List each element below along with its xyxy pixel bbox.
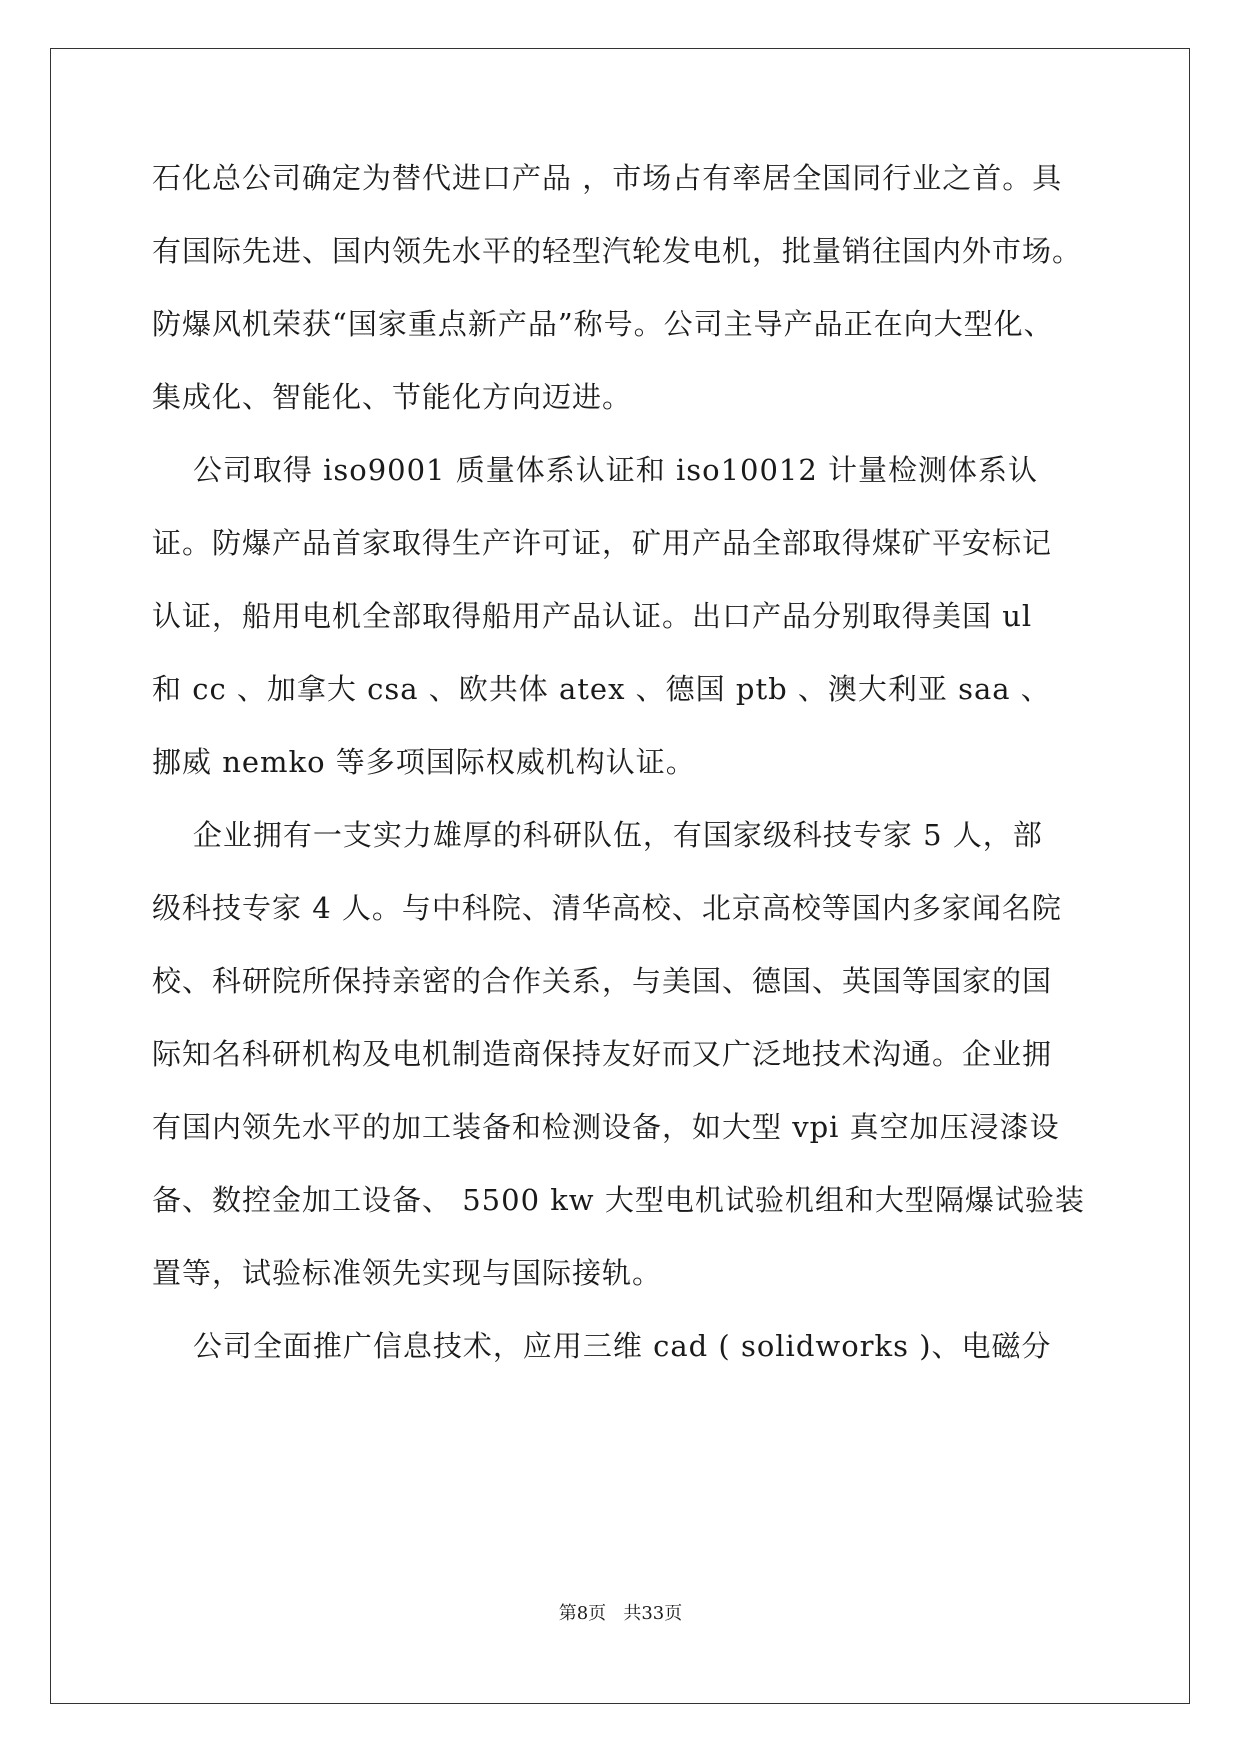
text-line: 企业拥有一支实力雄厚的科研队伍，有国家级科技专家 5 人，部	[152, 818, 1043, 852]
text-line: 石化总公司确定为替代进口产品 ，市场占有率居全国同行业之首。具	[152, 161, 1063, 195]
page-border	[50, 48, 1190, 1704]
text-line: 集成化、智能化、节能化方向迈进。	[152, 380, 633, 414]
text-line: 挪威 nemko 等多项国际权威机构认证。	[152, 745, 696, 779]
text-line: 公司全面推广信息技术，应用三维 cad ( solidworks )、电磁分	[152, 1329, 1052, 1363]
text-line: 认证，船用电机全部取得船用产品认证。出口产品分别取得美国 ul	[152, 599, 1033, 633]
text-line: 有国内领先水平的加工装备和检测设备，如大型 vpi 真空加压浸漆设	[152, 1110, 1060, 1144]
text-line: 校、科研院所保持亲密的合作关系，与美国、德国、英国等国家的国	[152, 964, 1053, 998]
text-line: 和 cc 、加拿大 csa 、欧共体 atex 、德国 ptb 、澳大利亚 saa 、	[152, 672, 1051, 706]
text-line: 级科技专家 4 人。与中科院、清华高校、北京高校等国内多家闻名院	[152, 891, 1062, 925]
text-line: 有国际先进、国内领先水平的轻型汽轮发电机，批量销往国内外市场。	[152, 234, 1083, 268]
text-line: 备、数控金加工设备、 5500 kw 大型电机试验机组和大型隔爆试验装	[152, 1183, 1085, 1217]
page-number-footer: 第8页 共33页	[558, 1603, 683, 1624]
text-line: 置等，试验标准领先实现与国际接轨。	[152, 1256, 663, 1290]
text-line: 公司取得 iso9001 质量体系认证和 iso10012 计量检测体系认	[152, 453, 1039, 487]
text-line: 证。防爆产品首家取得生产许可证，矿用产品全部取得煤矿平安标记	[152, 526, 1053, 560]
text-line: 防爆风机荣获“国家重点新产品”称号。公司主导产品正在向大型化、	[152, 307, 1054, 341]
text-line: 际知名科研机构及电机制造商保持友好而又广泛地技术沟通。企业拥	[152, 1037, 1053, 1071]
